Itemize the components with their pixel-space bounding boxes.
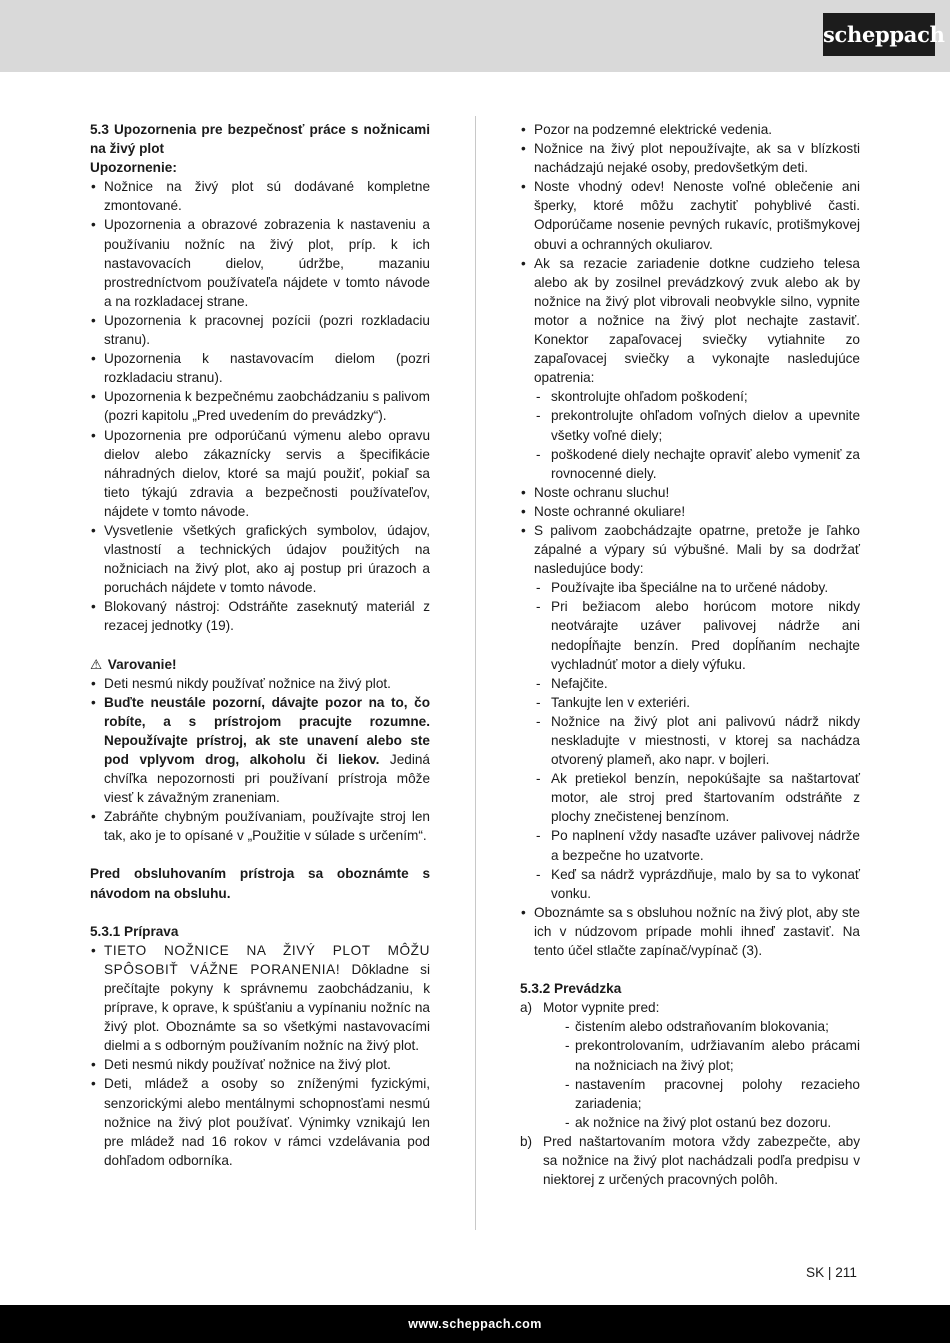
prep-caps-warning: TIETO NOŽNICE NA ŽIVÝ PLOT MÔŽU SPÔSOBIŤ VÁŽNE PORANENIA! <box>104 942 430 977</box>
warning-heading <box>90 655 430 674</box>
prep-rest-text: Dôkladne si prečítajte pokyny k správnemu zaobchádzaniu, k príprave, k oprave, k spúšťaniu a vypínaniu nožníc na živý plot. Oboznámte sa so všetkými nastavovacími dielmi a s odborným používaním nožníc na živý plot. <box>104 961 430 1054</box>
list-item: - Nožnice na živý plot ani palivovú nádrž nikdy neskladujte v miestnosti, v ktorej sa nachádza otvorený plameň, ako napr. v bojleri. <box>534 712 860 769</box>
operation-item-a <box>520 998 860 1132</box>
list-item: - nastavením pracovnej polohy rezacieho zariadenia; <box>565 1075 860 1113</box>
list-item: - poškodené diely nechajte opraviť alebo vymeniť za rovnocenné diely. <box>534 445 860 483</box>
list-item: • Deti nesmú nikdy používať nožnice na živý plot. <box>90 674 430 693</box>
operation-item-b <box>520 1132 860 1189</box>
operation-a-steps <box>543 1017 860 1132</box>
right-column <box>520 120 860 1189</box>
list-item: - prekontrolovaním, udržiavaním alebo prácami na nožniciach na živý plot; <box>565 1036 860 1074</box>
column-divider <box>475 116 476 1230</box>
foreign-body-text: • Ak sa rezacie zariadenie dotkne cudzieho telesa alebo ak by zosilnel prevádzkový zvuk alebo ak by nožnice na živý plot vibrovali neobvykle silno, vypnite motor a nožnice na živý plot nechajte zastaviť. Konektor zapaľovacej sviečky vytiahnite zo zapaľovacej sviečky a vykonajte nasledujúce opatrenia: <box>534 255 860 386</box>
operation-b-text: Pred naštartovaním motora vždy zabezpečte, aby sa nožnice na živý plot nachádzali podľa predpisu v niektorej z určených pracovných polôh. <box>543 1133 860 1188</box>
list-item: - skontrolujte ohľadom poškodení; <box>534 387 860 406</box>
list-item: - Pri bežiacom alebo horúcom motore nikdy neotvárajte uzáver palivovej nádrže ani nedopĺňajte benzín. Pred dopĺňaním nechajte vychladnúť motor a diely výfuku. <box>534 597 860 673</box>
brand-logo-text: scheppach <box>823 22 945 47</box>
list-item: • Noste ochranu sluchu! <box>520 483 860 502</box>
list-item: • Noste ochranné okuliare! <box>520 502 860 521</box>
list-item: • Nožnice na živý plot nepoužívajte, ak sa v blízkosti nachádzajú nejaké osoby, predovšetkým deti. <box>520 139 860 177</box>
list-item <box>90 941 430 1056</box>
warning-bold-text: Buďte neustále pozorní, dávajte pozor na to, čo robíte, a s prístrojom pracujte rozumne. Nepoužívajte prístroj, ak ste unavení alebo ste pod vplyvom drog, alkoholu či liekov. <box>104 694 430 767</box>
caution-list <box>90 177 430 635</box>
list-item <box>90 693 430 808</box>
fuel-points <box>534 578 860 903</box>
header-band <box>0 0 950 72</box>
page-number: SK | 211 <box>806 1265 857 1280</box>
list-item: - čistením alebo odstraňovaním blokovania; <box>565 1017 860 1036</box>
warning-label: Varovanie! <box>107 656 177 672</box>
brand-logo <box>823 13 945 56</box>
prep-list <box>90 941 430 1170</box>
prep-title: 5.3.1 Príprava <box>90 923 179 939</box>
item-label: b) <box>520 1133 533 1149</box>
foreign-body-steps <box>534 387 860 482</box>
operation-title: 5.3.2 Prevádzka <box>520 981 622 997</box>
list-item <box>520 521 860 903</box>
section-title: 5.3 Upozornenia pre bezpečnosť práce s nožnicami na živý plot <box>90 122 430 157</box>
warning-rest-text: Jediná chvíľka nepozornosti pri používaní prístroja môže viesť k závažným zraneniam. <box>104 752 430 806</box>
list-item: - ak nožnice na živý plot ostanú bez dozoru. <box>565 1113 860 1132</box>
list-item: • Oboznámte sa s obsluhou nožníc na živý plot, aby ste ich v núdzovom prípade mohli ihneď zastaviť. Na tento účel stlačte zapínač/vypínač (3). <box>520 903 860 960</box>
list-item: - Po naplnení vždy nasaďte uzáver palivovej nádrže a bezpečne ho uzatvorte. <box>534 826 860 864</box>
warning-triangle-icon: ⚠ <box>90 656 103 672</box>
list-item: • Pozor na podzemné elektrické vedenia. <box>520 120 860 139</box>
list-item: • Upozornenia k pracovnej pozícii (pozri rozkladaciu stranu). <box>90 311 430 349</box>
operation-a-text: Motor vypnite pred: <box>543 1000 660 1016</box>
general-list <box>520 120 860 960</box>
list-item: - Nefajčite. <box>534 674 860 693</box>
list-item: - prekontrolujte ohľadom voľných dielov a upevnite všetky voľné diely; <box>534 406 860 444</box>
list-item: - Keď sa nádrž vyprázdňuje, malo by sa to vykonať vonku. <box>534 865 860 903</box>
list-item: • Noste vhodný odev! Nenoste voľné oblečenie ani šperky, ktoré môžu zachytiť pohyblivé časti. Odporúčame nosenie pevných rukavíc, protišmykovej obuvi a ochranných okuliarov. <box>520 177 860 253</box>
list-item: - Používajte iba špeciálne na to určené nádoby. <box>534 578 860 597</box>
list-item: • Upozornenia a obrazové zobrazenia k nastaveniu a používaniu nožníc na živý plot, príp. k ich nastavovacích dielov, údržbe, mazaniu prostredníctvom používateľa nájdete v tomto návode a na rozkladacej strane. <box>90 215 430 310</box>
footer-band <box>0 1305 950 1343</box>
left-column <box>90 120 430 1170</box>
list-item: • Deti, mládež a osoby so zníženými fyzickými, senzorickými alebo mentálnymi schopnosťami nesmú nožnice na živý plot používať. Výnimky vznikajú len pre mládež nad 16 rokov v rámci vzdelávania pod dohľadom odborníka. <box>90 1074 430 1169</box>
list-item: • Upozornenia k bezpečnému zaobchádzaniu s palivom (pozri kapitolu „Pred uvedením do prevádzky“). <box>90 387 430 425</box>
list-item <box>520 254 860 483</box>
list-item: • Vysvetlenie všetkých grafických symbolov, údajov, vlastností a technických údajov použitých na nožniciach na živý plot, ako aj postup pri úrazoch a poruchách nájdete v tomto návode. <box>90 521 430 597</box>
list-item: - Ak pretiekol benzín, nepokúšajte sa naštartovať motor, ale stroj pred štartovaním odstráňte z plochy znečistenej benzínom. <box>534 769 860 826</box>
list-item: • Zabráňte chybným používaniam, používajte stroj len tak, ako je to opísané v „Použitie v súlade s určením“. <box>90 807 430 845</box>
item-label: a) <box>520 1000 533 1016</box>
footer-url[interactable]: www.scheppach.com <box>408 1317 542 1331</box>
list-item: • Deti nesmú nikdy používať nožnice na živý plot. <box>90 1055 430 1074</box>
list-item: • Nožnice na živý plot sú dodávané kompletne zmontované. <box>90 177 430 215</box>
list-item: • Upozornenia k nastavovacím dielom (pozri rozkladaciu stranu). <box>90 349 430 387</box>
list-item: • Blokovaný nástroj: Odstráňte zaseknutý materiál z rezacej jednotky (19). <box>90 597 430 635</box>
list-item: - Tankujte len v exteriéri. <box>534 693 860 712</box>
fuel-text: • S palivom zaobchádzajte opatrne, pretože je ľahko zápalné a výpary sú výbušné. Mali by sa dodržať nasledujúce body: <box>534 522 860 577</box>
read-manual-notice: Pred obsluhovaním prístroja sa oboznámte s návodom na obsluhu. <box>90 866 430 901</box>
list-item: • Upozornenia pre odporúčanú výmenu alebo opravu dielov alebo zákaznícky servis a špecifikácie náhradných dielov, ktoré sa majú použiť, pokiaľ sa tieto týkajú zdravia a bezpečnosti používateľov, nájdete v tomto návode. <box>90 426 430 521</box>
caution-label: Upozornenie: <box>90 160 177 176</box>
warning-list <box>90 674 430 846</box>
